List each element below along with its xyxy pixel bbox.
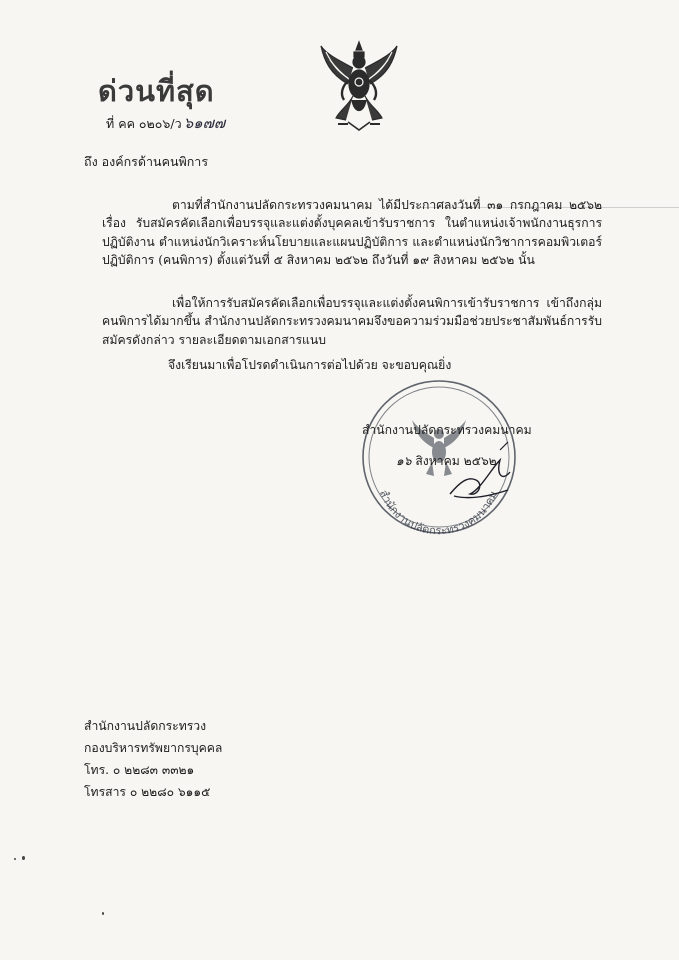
footer-phone: โทร. ๐ ๒๒๘๓ ๓๓๒๑ xyxy=(84,763,195,777)
reference-label: ที่ คค xyxy=(106,116,135,131)
reference-handwritten: ๖๑๗๗ xyxy=(183,114,226,132)
body-paragraph-2: เพื่อให้การรับสมัครคัดเลือกเพื่อบรรจุและแต่งตั้งคนพิการเข้ารับราชการ เข้าถึงกลุ่มคนพิการได้มากขึ้น สำนักงานปลัดกระทรวงคมนาคมจึงขอความร่วมมือช่วยประชาสัมพันธ์การรับสมัครดังกล่าว รายละเอียดตามเอกสารแนบ xyxy=(102,296,602,347)
reference-number xyxy=(106,111,225,135)
scan-speck xyxy=(14,858,16,860)
signing-date xyxy=(396,452,497,471)
body-paragraph-1: ตามที่สำนักงานปลัดกระทรวงคมนาคม ได้มีประกาศลงวันที่ ๓๑ กรกฎาคม ๒๕๖๒ เรื่อง รับสมัครคัดเลือกเพื่อบรรจุและแต่งตั้งบุคคลเข้ารับราชการ ในตำแหน่งเจ้าพนักงานธุรการปฏิบัติงาน ตำแหน่งนักวิเคราะห์นโยบายและแผนปฏิบัติการ และตำแหน่งนักวิชาการคอมพิวเตอร์ปฏิบัติการ (คนพิการ) ตั้งแต่วันที่ ๕ สิงหาคม ๒๕๖๒ ถึงวันที่ ๑๙ สิงหาคม ๒๕๖๒ นั้น xyxy=(102,198,602,268)
seal-text: สำนักงานปลัดกระทรวงคมนาคม xyxy=(376,487,501,538)
footer-division: กองบริหารทรัพยากรบุคคล xyxy=(84,741,223,755)
signing-day-handwritten: ๑๖ xyxy=(396,454,412,468)
closing-line: จึงเรียนมาเพื่อโปรดดำเนินการต่อไปด้วย จะขอบคุณยิ่ง xyxy=(168,358,452,372)
garuda-emblem-icon xyxy=(318,40,400,132)
footer-fax: โทรสาร ๐ ๒๒๘๐ ๖๑๑๕ xyxy=(84,785,211,799)
signing-organization: สำนักงานปลัดกระทรวงคมนาคม xyxy=(362,423,532,437)
footer-office: สำนักงานปลัดกระทรวง xyxy=(84,719,207,733)
scan-speck xyxy=(22,856,25,860)
recipient-line: ถึง องค์กรด้านคนพิการ xyxy=(84,154,209,169)
scan-speck xyxy=(102,912,104,915)
reference-printed: ๐๒๐๖/ว xyxy=(138,116,182,131)
svg-text:สำนักงานปลัดกระทรวงคมนาคม xyxy=(377,488,500,537)
signing-month-year: สิงหาคม ๒๕๖๒ xyxy=(415,454,497,468)
urgency-heading: ด่วนที่สุด xyxy=(98,74,215,108)
